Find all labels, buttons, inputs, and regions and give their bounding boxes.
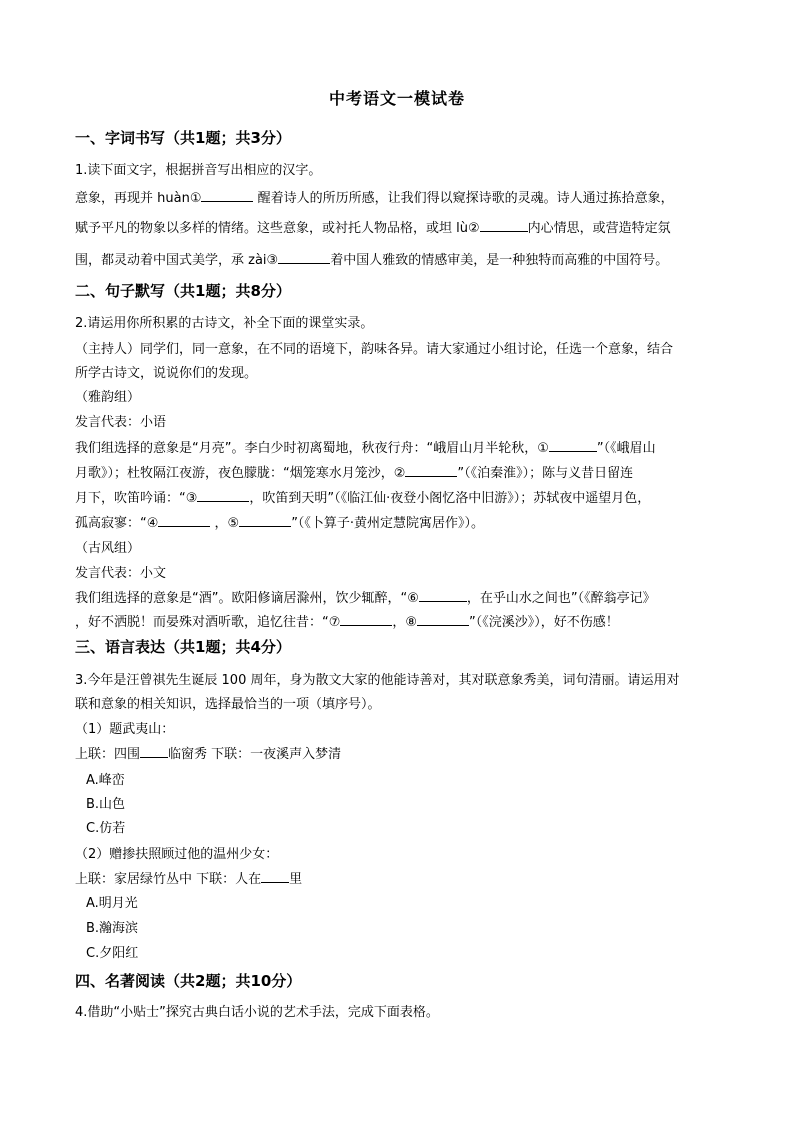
representative-2: 发言代表：小文 [75, 566, 167, 581]
option-1c[interactable]: C.仿若 [86, 821, 126, 836]
section-heading-3: 三、语言表达（共1题；共4分） [75, 638, 291, 656]
group-2-line-1: 我们组选择的意象是“酒”。欧阳修谪居滁州，饮少辄醉，“⑥ ，在乎山水之间也”（《醉翁亭记》 [75, 586, 721, 611]
group-label-1: （雅韵组） [75, 390, 141, 405]
group-1-line-2: 月歌》）；杜牧隔江夜游，夜色朦胧：“烟笼寒水月笼沙，② ”（《泊秦淮》）；陈与义昔日留连 [75, 461, 721, 486]
option-1b[interactable]: B.山色 [86, 797, 126, 812]
answer-blank-q3-2[interactable] [261, 868, 289, 883]
section-heading-2: 二、句子默写（共1题；共8分） [75, 282, 291, 300]
group-1-line-3: 月下，吹笛吟诵：“③ ，吹笛到天明”（《临江仙·夜登小阁忆洛中旧游》）；苏轼夜中遥望月色， [75, 486, 721, 511]
section-heading-4: 四、名著阅读（共2题；共10分） [75, 972, 302, 990]
question-1-line-3: 围，都灵动着中国式美学，承 zài③ 着中国人雅致的情感审美，是一种独特而高雅的中国符号。 [75, 248, 721, 273]
group-1-line-4: 孤高寂寥：“④ ，⑤ ”（《卜算子·黄州定慧院寓居作》）。 [75, 511, 721, 536]
answer-blank-q2-1[interactable] [549, 437, 597, 452]
answer-blank-q2-6[interactable] [419, 587, 467, 602]
group-label-2: （古风组） [75, 541, 141, 556]
group-2-line-2: ，好不洒脱！而晏殊对酒听歌，追忆往昔：“⑦ ，⑧ ”（《浣溪沙》），好不伤感！ [75, 610, 721, 635]
question-1-stem: 1.读下面文字，根据拼音写出相应的汉字。 [75, 163, 322, 178]
question-4-stem: 4.借助“小贴士”探究古典白话小说的艺术手法，完成下面表格。 [75, 1005, 439, 1020]
option-2a[interactable]: A.明月光 [86, 896, 138, 911]
answer-blank-q2-7[interactable] [340, 611, 392, 626]
group-1-line-1: 我们组选择的意象是“月亮”。李白少时初离蜀地，秋夜行舟：“峨眉山月半轮秋，① ”（《峨眉山 [75, 436, 721, 461]
question-1-line-2: 赋予平凡的物象以多样的情绪。这些意象，或衬托人物品格，或坦 lù② 内心情思，或营造特定氛 [75, 216, 721, 241]
option-1a[interactable]: A.峰峦 [86, 773, 125, 788]
answer-blank-q2-4[interactable] [158, 512, 210, 527]
answer-blank-3[interactable] [278, 249, 330, 264]
couplet-1: 上联：四围 临窗秀 下联：一夜溪声入梦清 [75, 742, 721, 767]
answer-blank-q2-3[interactable] [197, 487, 249, 502]
host-line-2: 所学古诗文，说说你们的发现。 [75, 366, 258, 381]
representative-1: 发言代表：小语 [75, 415, 167, 430]
answer-blank-q2-2[interactable] [405, 462, 457, 477]
question-3-stem-1: 3.今年是汪曾祺先生诞辰 100 周年，身为散文大家的他能诗善对，其对联意象秀美，词句清丽。请运用对 [75, 673, 680, 688]
answer-blank-q2-8[interactable] [417, 611, 469, 626]
couplet-2: 上联：家居绿竹丛中 下联：人在 里 [75, 867, 721, 892]
question-3-stem-2: 联和意象的相关知识，选择最恰当的一项（填序号）。 [75, 697, 381, 712]
answer-blank-q3-1[interactable] [140, 743, 168, 758]
subquestion-2: （2）赠掺扶照顾过他的温州少女： [75, 847, 279, 862]
question-1-line-1: 意象，再现并 huàn① 醒着诗人的所历所感，让我们得以窥探诗歌的灵魂。诗人通过拣拾意象， [75, 186, 721, 211]
host-line-1: （主持人）同学们，同一意象，在不同的语境下，韵味各异。请大家通过小组讨论，任选一个意象，结合 [75, 342, 674, 357]
option-2b[interactable]: B.瀚海滨 [86, 921, 139, 936]
answer-blank-q2-5[interactable] [239, 512, 291, 527]
page-title: 中考语文一模试卷 [328, 89, 465, 108]
answer-blank-2[interactable] [480, 217, 528, 232]
answer-blank-1[interactable] [201, 187, 253, 202]
section-heading-1: 一、字词书写（共1题；共3分） [75, 129, 291, 147]
subquestion-1: （1）题武夷山： [75, 722, 175, 737]
question-2-stem: 2.请运用你所积累的古诗文，补全下面的课堂实录。 [75, 316, 374, 331]
option-2c[interactable]: C.夕阳红 [86, 946, 139, 961]
